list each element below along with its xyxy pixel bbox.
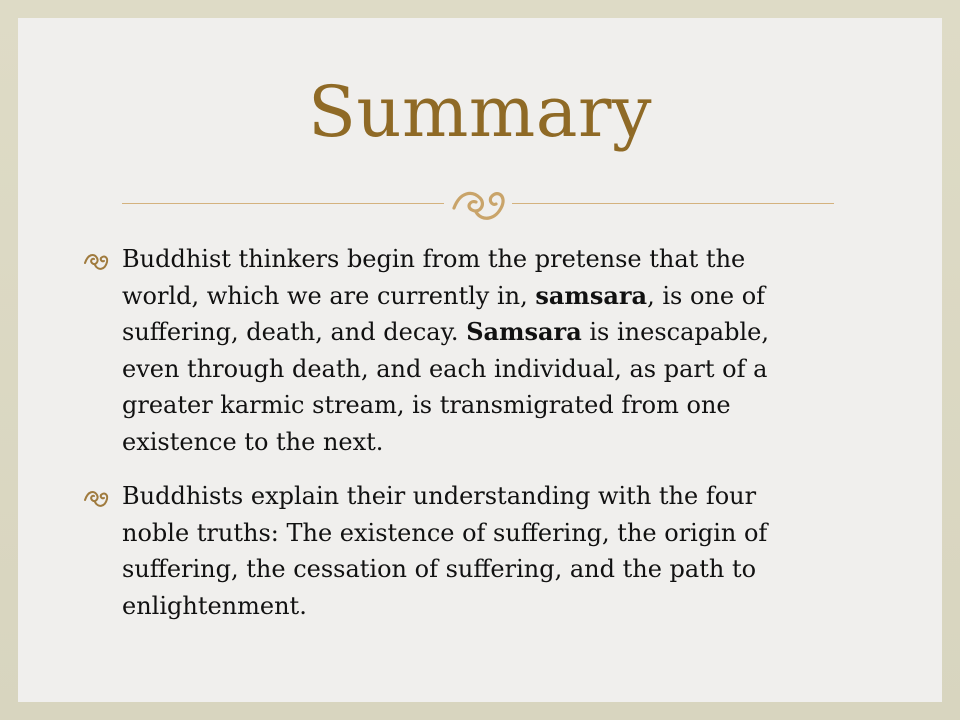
ornament-bullet-icon: [82, 487, 110, 509]
text-run: suffering, death, and decay.: [122, 318, 467, 346]
text-run: is inescapable,: [581, 318, 769, 346]
text-line: [122, 241, 882, 278]
ornament-icon: [446, 182, 512, 226]
text-run: Buddhists explain their understanding with the four: [122, 482, 757, 510]
text-line: [122, 588, 882, 625]
text-run: , is one of: [647, 281, 766, 310]
text-run: suffering, the cessation of suffering, and the path to: [122, 555, 757, 583]
bullet-list: [82, 241, 882, 642]
bullet-item: [82, 241, 882, 460]
bullet-item: [82, 478, 882, 624]
bold-term: Samsara: [466, 317, 582, 346]
bullet-text: [122, 241, 882, 460]
text-run: noble truths: The existence of suffering, the origin of: [122, 518, 768, 547]
bold-term: samsara: [535, 280, 648, 310]
bullet-text: [122, 478, 882, 624]
text-line: [122, 478, 882, 515]
title-divider-left: [122, 203, 444, 204]
text-line: [122, 515, 882, 552]
ornament-bullet-icon: [82, 250, 110, 272]
text-run: world, which we are currently in,: [122, 281, 536, 310]
text-line: [122, 387, 882, 424]
text-line: [122, 278, 882, 315]
title-divider-right: [512, 203, 834, 204]
text-run: enlightenment.: [122, 591, 307, 620]
slide-title: Summary: [307, 71, 653, 153]
text-line: [122, 551, 882, 588]
text-line: [122, 424, 882, 461]
text-line: [122, 351, 882, 388]
text-run: greater karmic stream, is transmigrated from one: [122, 391, 731, 419]
text-run: Buddhist thinkers begin from the pretense that the: [122, 245, 746, 273]
text-line: [122, 314, 882, 351]
text-run: even through death, and each individual, as part of a: [122, 354, 768, 383]
text-run: existence to the next.: [122, 427, 384, 456]
